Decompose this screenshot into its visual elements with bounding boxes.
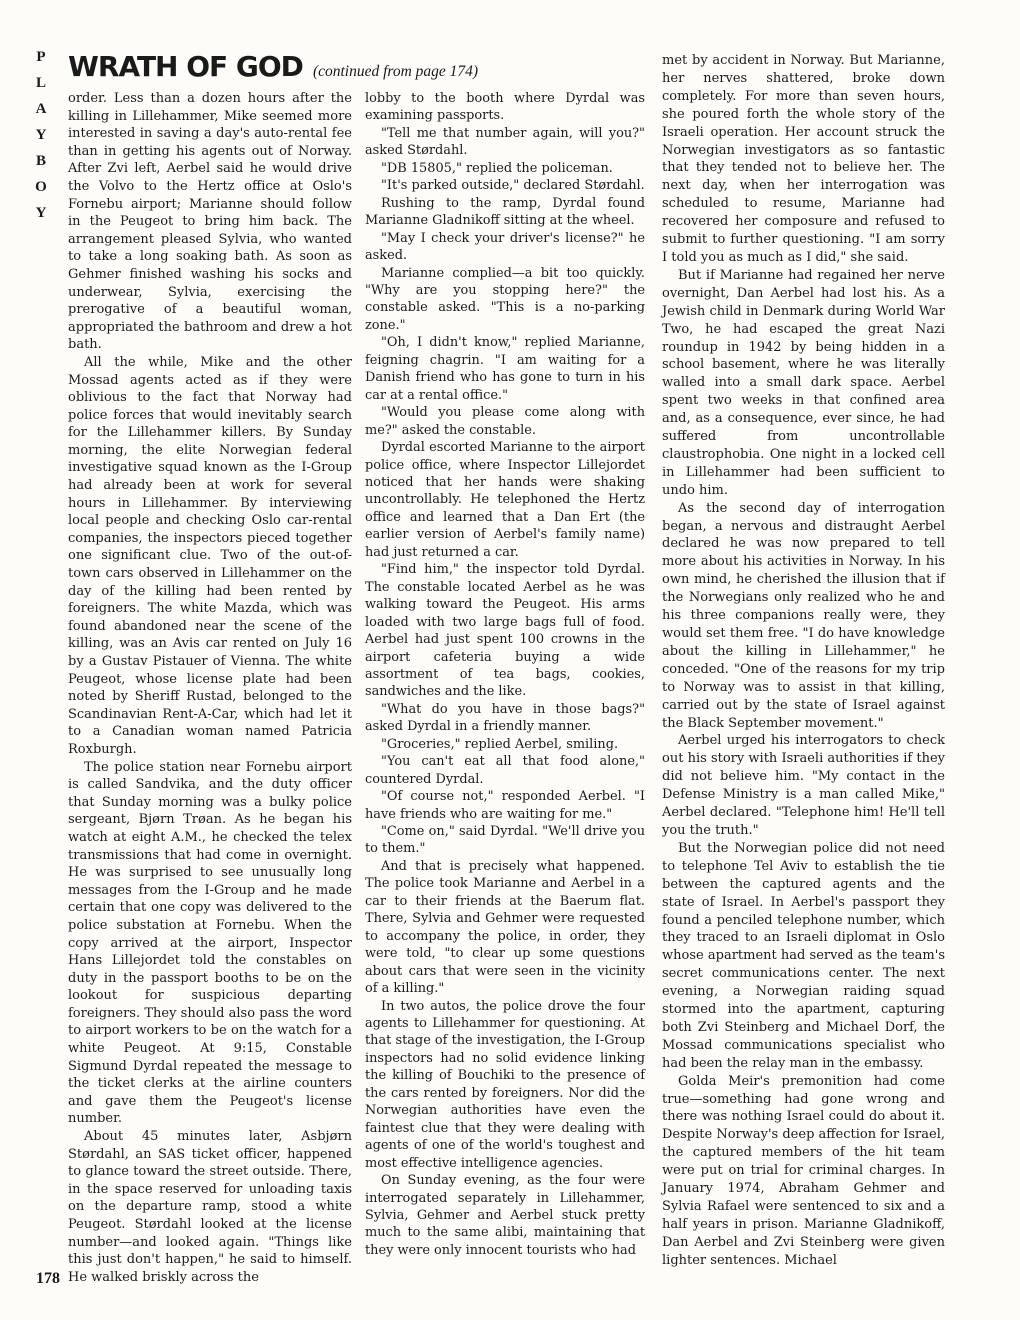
magazine-letter: L: [35, 75, 46, 91]
magazine-letter: Y: [35, 205, 47, 221]
paragraph: lobby to the booth where Dyrdal was examining passports.: [365, 91, 645, 124]
paragraph: "Oh, I didn't know," replied Marianne, feigning chagrin. "I am waiting for a Danish friend who has gone to turn in his car at a rental office.": [365, 335, 645, 403]
article-title: WRATH OF GOD: [68, 50, 303, 83]
paragraph: "Groceries," replied Aerbel, smiling.: [381, 736, 619, 752]
paragraph: "It's parked outside," declared Størdahl.: [381, 178, 645, 194]
paragraph: On Sunday evening, as the four were interrogated separately in Lillehammer, Sylvia, Gehmer and Aerbel stuck pretty much to the same alibi, maintaining that they were only innocent tourists who had: [365, 1173, 645, 1258]
paragraph: The police station near Fornebu airport is called Sandvika, and the duty officer that Sunday morning was a bulky police sergeant, Bjørn Trøan. As he began his watch at eight A.M., he checked the telex transmissions that had come in overnight. He was surprised to see unusually long messages from the I-Group and he made certain that one copy was delivered to the police substation at Fornebu. When the copy arrived at the airport, Inspector Hans Lillejordet told the constables on duty in the passport booths to be on the lookout for suspicious departing foreigners. They should also pass the word to airport workers to be on the watch for a white Peugeot. At 9:15, Constable Sigmund Dyrdal repeated the message to the ticket clerks at the airline counters and gave them the Peugeot's license number.: [68, 759, 352, 1127]
paragraph: "You can't eat all that food alone," countered Dyrdal.: [365, 754, 645, 787]
paragraph: order. Less than a dozen hours after the killing in Lillehammer, Mike seemed more interested in saving a day's auto-rental fee than in getting his agents out of Norway. After Zvi left, Aerbel said he would drive the Volvo to the Hertz office at Oslo's Fornebu airport; Marianne should follow in the Peugeot to bring him back. The arrangement pleased Sylvia, who wanted to take a long soaking bath. As soon as Gehmer finished washing his socks and underwear, Sylvia, exercising the prerogative of a beautiful woman, appropriated the bathroom and drew a hot bath.: [68, 91, 352, 353]
magazine-name-vertical: [30, 44, 52, 226]
page-number: 178: [36, 1270, 60, 1287]
paragraph: "Tell me that number again, will you?" asked Størdahl.: [365, 125, 645, 159]
paragraph: Aerbel urged his interrogators to check out his story with Israeli authorities if they did not believe him. "My contact in the Defense Ministry is a man called Mike," Aerbel declared. "Telephone him! He'll tell you the truth.": [662, 733, 945, 838]
paragraph: Marianne complied—a bit too quickly. "Why are you stopping here?" the constable asked. "This is a no-parking zone.": [365, 265, 645, 333]
paragraph: met by accident in Norway. But Marianne, her nerves shattered, broke down completely. For more than seven hours, she poured forth the whole story of the Israeli operation. Her account struck the Norwegian investigators as so fantastic that they tended not to believe her. The next day, when her interrogation was scheduled to resume, Marianne had recovered her composure and refused to submit to further questioning. "I am sorry I told you as much as I did," she said.: [662, 53, 945, 265]
continued-note: (continued from page 174): [312, 63, 479, 80]
magazine-letter: P: [36, 49, 46, 65]
paragraph: But if Marianne had regained her nerve overnight, Dan Aerbel had lost his. As a Jewish child in Denmark during World War Two, he had escaped the great Nazi roundup in 1942 by being hidden in a school basement, where he was literally walled into a small dark space. Aerbel spent two weeks in that confined area and, as a consequence, ever since, he had suffered from uncontrollable claustrophobia. One night in a locked cell in Lillehammer had been sufficient to undo him.: [662, 267, 945, 498]
text-column-3: [662, 52, 945, 1270]
paragraph: "Come on," said Dyrdal. "We'll drive you to them.": [365, 824, 645, 857]
text-column-1: [68, 90, 352, 1286]
paragraph: In two autos, the police drove the four agents to Lillehammer for questioning. At that stage of the investigation, the I-Group inspectors had no solid evidence linking the killing of Bouchiki to the presence of the cars rented by foreigners. Nor did the Norwegian authorities have even the faintest clue that they were dealing with agents of one of the world's toughest and most effective intelligence agencies.: [365, 998, 645, 1171]
text-column-2: [365, 90, 645, 1259]
paragraph: "Find him," the inspector told Dyrdal. The constable located Aerbel as he was walking toward the Peugeot. His arms loaded with two large bags full of food. Aerbel had just spent 100 crowns in the airport cafeteria buying a wide assortment of tea bags, cookies, sandwiches and the like.: [365, 562, 645, 700]
paragraph: "Of course not," responded Aerbel. "I have friends who are waiting for me.": [365, 789, 645, 822]
magazine-letter: B: [35, 153, 46, 169]
paragraph: As the second day of interrogation began, a nervous and distraught Aerbel declared he was now prepared to tell more about his activities in Norway. In his own mind, he cherished the illusion that if the Norwegians only realized who he and his three companions really were, they would set them free. "I do have knowledge about the killing in Lillehammer," he conceded. "One of the reasons for my trip to Norway was to assist in that killing, carried out by the state of Israel against the Black September movement.": [662, 500, 945, 731]
paragraph: "May I check your driver's license?" he asked.: [365, 230, 645, 264]
magazine-letter: Y: [35, 127, 47, 143]
paragraph: About 45 minutes later, Asbjørn Størdahl, an SAS ticket officer, happened to glance toward the street outside. There, in the space reserved for unloading taxis on the departure ramp, stood a white Peugeot. Størdahl looked at the license number—and looked again. "Things like this just don't happen," he said to himself. He walked briskly across the: [68, 1129, 352, 1285]
paragraph: "What do you have in those bags?" asked Dyrdal in a friendly manner.: [365, 701, 645, 735]
paragraph: "Would you please come along with me?" asked the constable.: [365, 405, 645, 438]
paragraph: But the Norwegian police did not need to telephone Tel Aviv to establish the tie between the captured agents and the state of Israel. In Aerbel's passport they found a penciled telephone number, which they traced to an Israeli diplomat in Oslo whose apartment had served as the team's secret communications center. The next evening, a Norwegian raiding squad stormed into the apartment, capturing both Zvi Steinberg and Michael Dorf, the Mossad communications specialist who had been the relay man in the embassy.: [662, 840, 945, 1071]
paragraph: And that is precisely what happened. The police took Marianne and Aerbel in a car to their friends at the Baerum flat. There, Sylvia and Gehmer were requested to accompany the police, in order, they were told, "to clear up some questions about cars that were seen in the vicinity of a killing.": [365, 858, 645, 997]
magazine-letter: O: [35, 179, 47, 195]
paragraph: Golda Meir's premonition had come true—something had gone wrong and there was nothing Israel could do about it. Despite Norway's deep affection for Israel, the captured members of the hit team were put on trial for criminal charges. In January 1974, Abraham Gehmer and Sylvia Rafael were sentenced to six and a half years in prison. Marianne Gladnikoff, Dan Aerbel and Zvi Steinberg were given lighter sentences. Michael: [662, 1073, 945, 1268]
paragraph: All the while, Mike and the other Mossad agents acted as if they were oblivious to the fact that Norway had police forces that would inevitably search for the Lillehammer killers. By Sunday morning, the elite Norwegian federal investigative squad known as the I-Group had already been at work for several hours in Lillehammer. By interviewing local people and checking Oslo car-rental companies, the inspectors pieced together one significant clue. Two of the out-of-town cars observed in Lillehammer on the day of the killing had been rented by foreigners. The white Mazda, which was found abandoned near the scene of the killing, was an Avis car rented on July 16 by a Gustav Pistauer of Vienna. The white Peugeot, whose license plate had been noted by Sheriff Rustad, belonged to the Scandinavian Rent-A-Car, which had let it to a Canadian woman named Patricia Roxburgh.: [68, 354, 352, 757]
paragraph: Rushing to the ramp, Dyrdal found Marianne Gladnikoff sitting at the wheel.: [365, 195, 645, 229]
paragraph: "DB 15805," replied the policeman.: [381, 160, 613, 176]
paragraph: Dyrdal escorted Marianne to the airport police office, where Inspector Lillejordet noticed that her hands were shaking uncontrollably. He telephoned the Hertz office and learned that a Dan Ert (the earlier version of Aerbel's family name) had just returned a car.: [365, 440, 645, 560]
magazine-letter: A: [35, 101, 47, 117]
article-header: [68, 50, 478, 83]
